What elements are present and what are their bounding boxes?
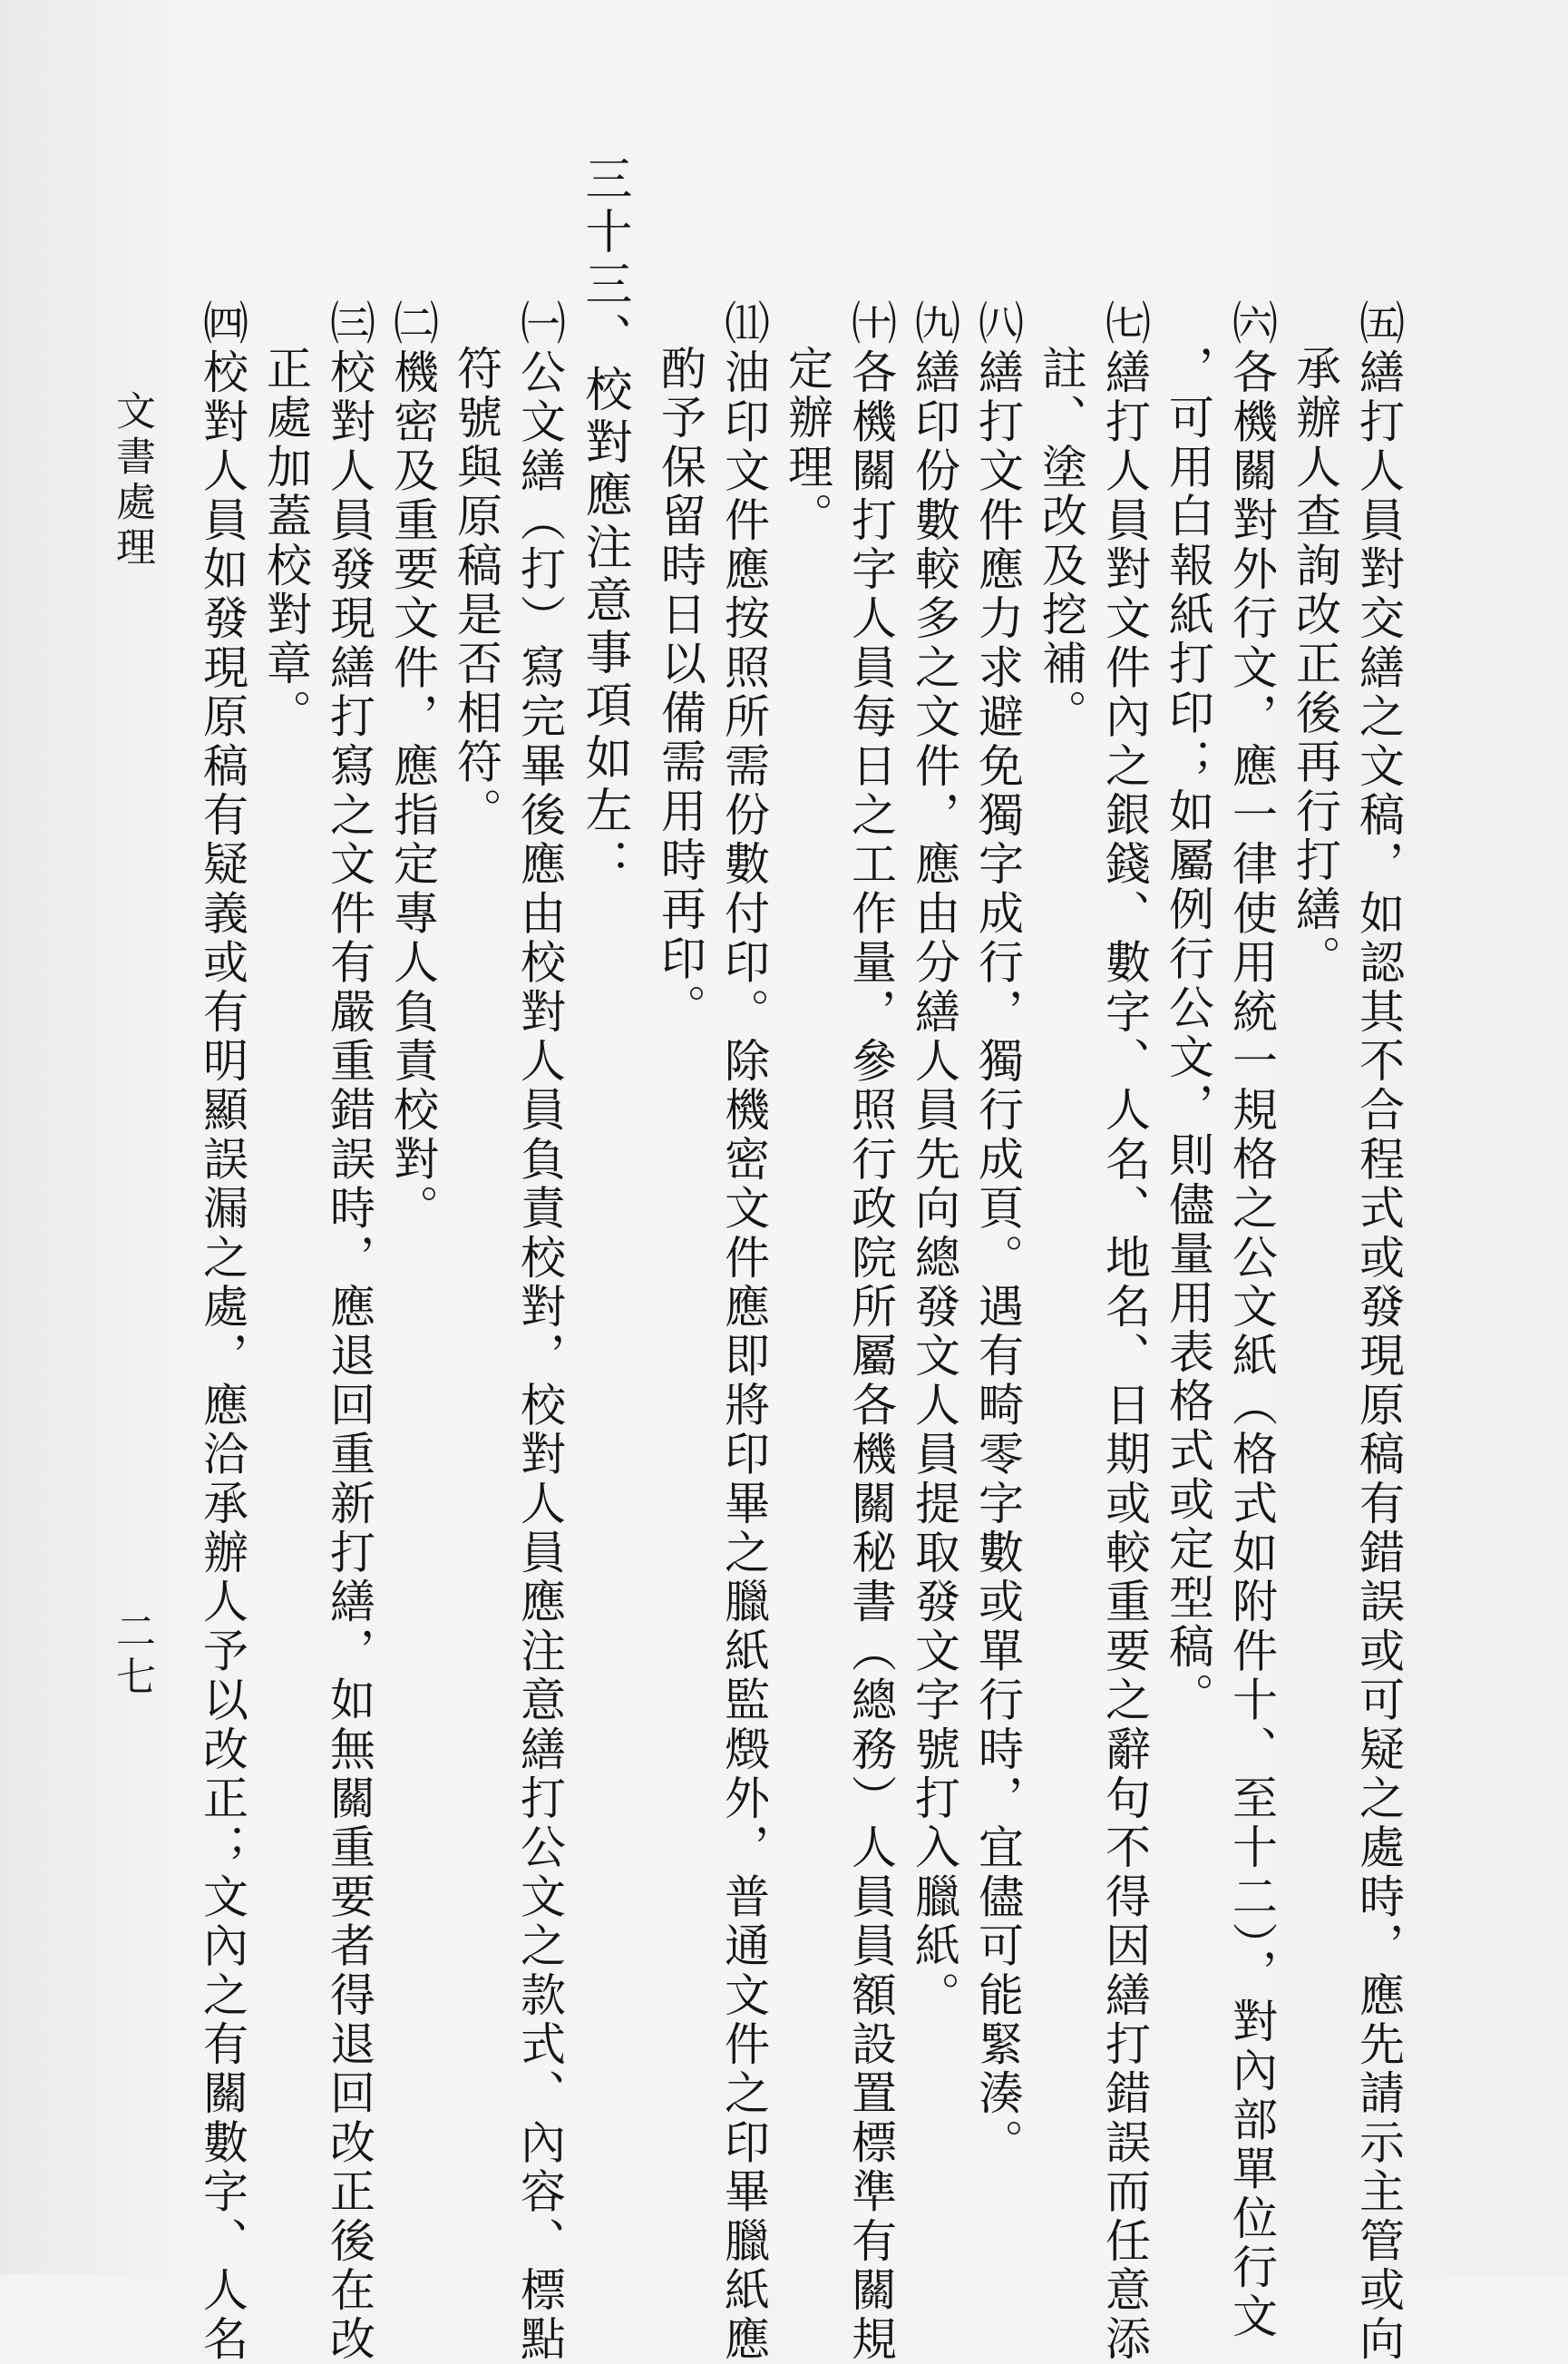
text-column-16: ㈡機密及重要文件，應指定專人負責校對。	[386, 299, 439, 1234]
text-column-4: ，可用白報紙打印；如屬例行公文，則儘量用表格式或定型稿。	[1162, 345, 1214, 1722]
page-number: 二七	[109, 1610, 155, 1701]
running-head: 文書處理	[109, 390, 155, 571]
text-column-6: 註、塗改及挖補。	[1035, 345, 1087, 738]
text-column-1: ㈤繕打人員對交繕之文稿，如認其不合程式或發現原稿有錯誤或可疑之處時，應先請示主管或向	[1352, 299, 1405, 2364]
text-column-19: ㈣校對人員如發現原稿有疑義或有明顯誤漏之處，應洽承辦人予以改正；文內之有關數字、人名	[196, 299, 248, 2364]
text-column-3: ㈥各機關對外行文，應一律使用統一規格之公文紙（格式如附件十、至十二），對內部單位行文	[1225, 299, 1278, 2342]
text-column-5: ㈦繕打人員對文件內之銀錢、數字、人名、地名、日期或較重要之辭句不得因繕打錯誤而任意添	[1098, 299, 1151, 2364]
text-column-11: ⑾油印文件應按照所需份數付印。除機密文件應即將印畢之臘紙監燬外，普通文件之印畢臘紙應	[717, 299, 770, 2364]
text-column-14: ㈠公文繕（打）寫完畢後應由校對人員負責校對，校對人員應注意繕打公文之款式、內容、標點	[513, 299, 566, 2364]
text-column-12: 酌予保留時日以備需用時再印。	[654, 345, 706, 1033]
text-column-2: 承辦人查詢改正後再行打繕。	[1289, 345, 1341, 984]
text-column-9: ㈩各機關打字人員每日之工作量，參照行政院所屬各機關秘書（總務）人員員額設置標準有關規	[844, 299, 897, 2364]
text-column-17: ㈢校對人員發現繕打寫之文件有嚴重錯誤時，應退回重新打繕，如無關重要者得退回改正後在改	[323, 299, 375, 2364]
text-column-10: 定辦理。	[781, 345, 833, 542]
text-column-8: ㈨繕印份數較多之文件，應由分繕人員先向總發文人員提取發文字號打入臘紙。	[908, 299, 960, 2020]
text-column-15: 符號與原稿是否相符。	[450, 345, 502, 836]
text-column-7: ㈧繕打文件應力求避免獨字成行，獨行成頁。遇有畸零字數或單行時，宜儘可能緊湊。	[971, 299, 1024, 2168]
section-heading: 三十三、校對應注意事項如左：	[577, 154, 631, 891]
text-column-18: 正處加蓋校對章。	[259, 345, 312, 738]
